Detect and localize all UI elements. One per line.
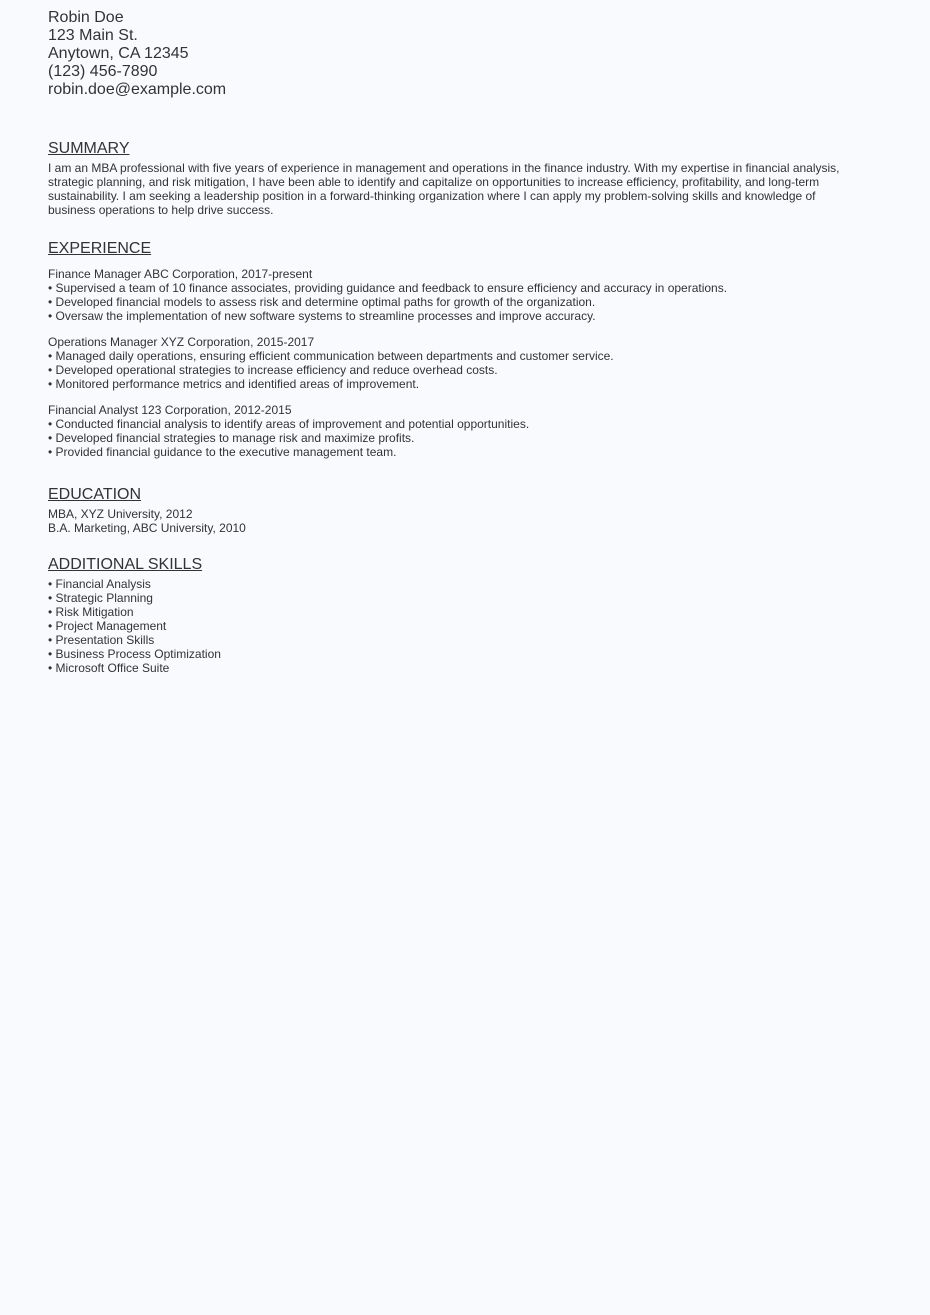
- job-heading: Finance Manager ABC Corporation, 2017-present: [48, 267, 313, 281]
- job-entry: [48, 267, 848, 323]
- contact-phone: (123) 456-7890: [48, 63, 158, 80]
- job-bullet: • Monitored performance metrics and identified areas of improvement.: [48, 377, 420, 391]
- contact-block: [48, 9, 848, 99]
- job-heading: Financial Analyst 123 Corporation, 2012-2015: [48, 403, 292, 417]
- summary-text: I am an MBA professional with five years of experience in management and operations in the finance industry. With my expertise in financial analysis, strategic planning, and risk mitigation, I have been able to identify and capitalize on opportunities to increase efficiency, profitability, and long-term sustainability. I am seeking a leadership position in a forward-thinking organization where I can apply my problem-solving skills and knowledge of business operations to help drive success.: [48, 161, 840, 217]
- skill-item: • Risk Mitigation: [48, 605, 134, 619]
- skill-item: • Business Process Optimization: [48, 647, 221, 661]
- skills-heading: ADDITIONAL SKILLS: [48, 556, 203, 573]
- education-item: MBA, XYZ University, 2012: [48, 507, 193, 521]
- job-bullet: • Oversaw the implementation of new software systems to streamline processes and improve accuracy.: [48, 309, 596, 323]
- experience-heading: EXPERIENCE: [48, 240, 152, 257]
- job-bullet: • Provided financial guidance to the executive management team.: [48, 445, 397, 459]
- contact-email: robin.doe@example.com: [48, 81, 227, 98]
- job-bullet: • Developed financial models to assess risk and determine optimal paths for growth of the organization.: [48, 295, 596, 309]
- resume-page: [0, 0, 848, 675]
- skill-item: • Microsoft Office Suite: [48, 661, 170, 675]
- job-entry: [48, 403, 848, 459]
- skill-item: • Financial Analysis: [48, 577, 151, 591]
- education-heading: EDUCATION: [48, 486, 142, 503]
- job-bullet: • Conducted financial analysis to identify areas of improvement and potential opportunities.: [48, 417, 530, 431]
- skill-item: • Strategic Planning: [48, 591, 153, 605]
- job-bullet: • Developed financial strategies to manage risk and maximize profits.: [48, 431, 415, 445]
- job-bullet: • Managed daily operations, ensuring efficient communication between departments and customer service.: [48, 349, 614, 363]
- education-item: B.A. Marketing, ABC University, 2010: [48, 521, 246, 535]
- job-bullet: • Developed operational strategies to increase efficiency and reduce overhead costs.: [48, 363, 498, 377]
- job-entry: [48, 335, 848, 391]
- education-list: [48, 507, 848, 535]
- skills-list: [48, 577, 848, 675]
- skill-item: • Presentation Skills: [48, 633, 155, 647]
- summary-heading: SUMMARY: [48, 140, 130, 157]
- contact-name: Robin Doe: [48, 9, 124, 26]
- job-heading: Operations Manager XYZ Corporation, 2015-2017: [48, 335, 315, 349]
- contact-city: Anytown, CA 12345: [48, 45, 189, 62]
- job-bullet: • Supervised a team of 10 finance associates, providing guidance and feedback to ensure efficiency and accuracy in operations.: [48, 281, 728, 295]
- skill-item: • Project Management: [48, 619, 167, 633]
- contact-street: 123 Main St.: [48, 27, 138, 44]
